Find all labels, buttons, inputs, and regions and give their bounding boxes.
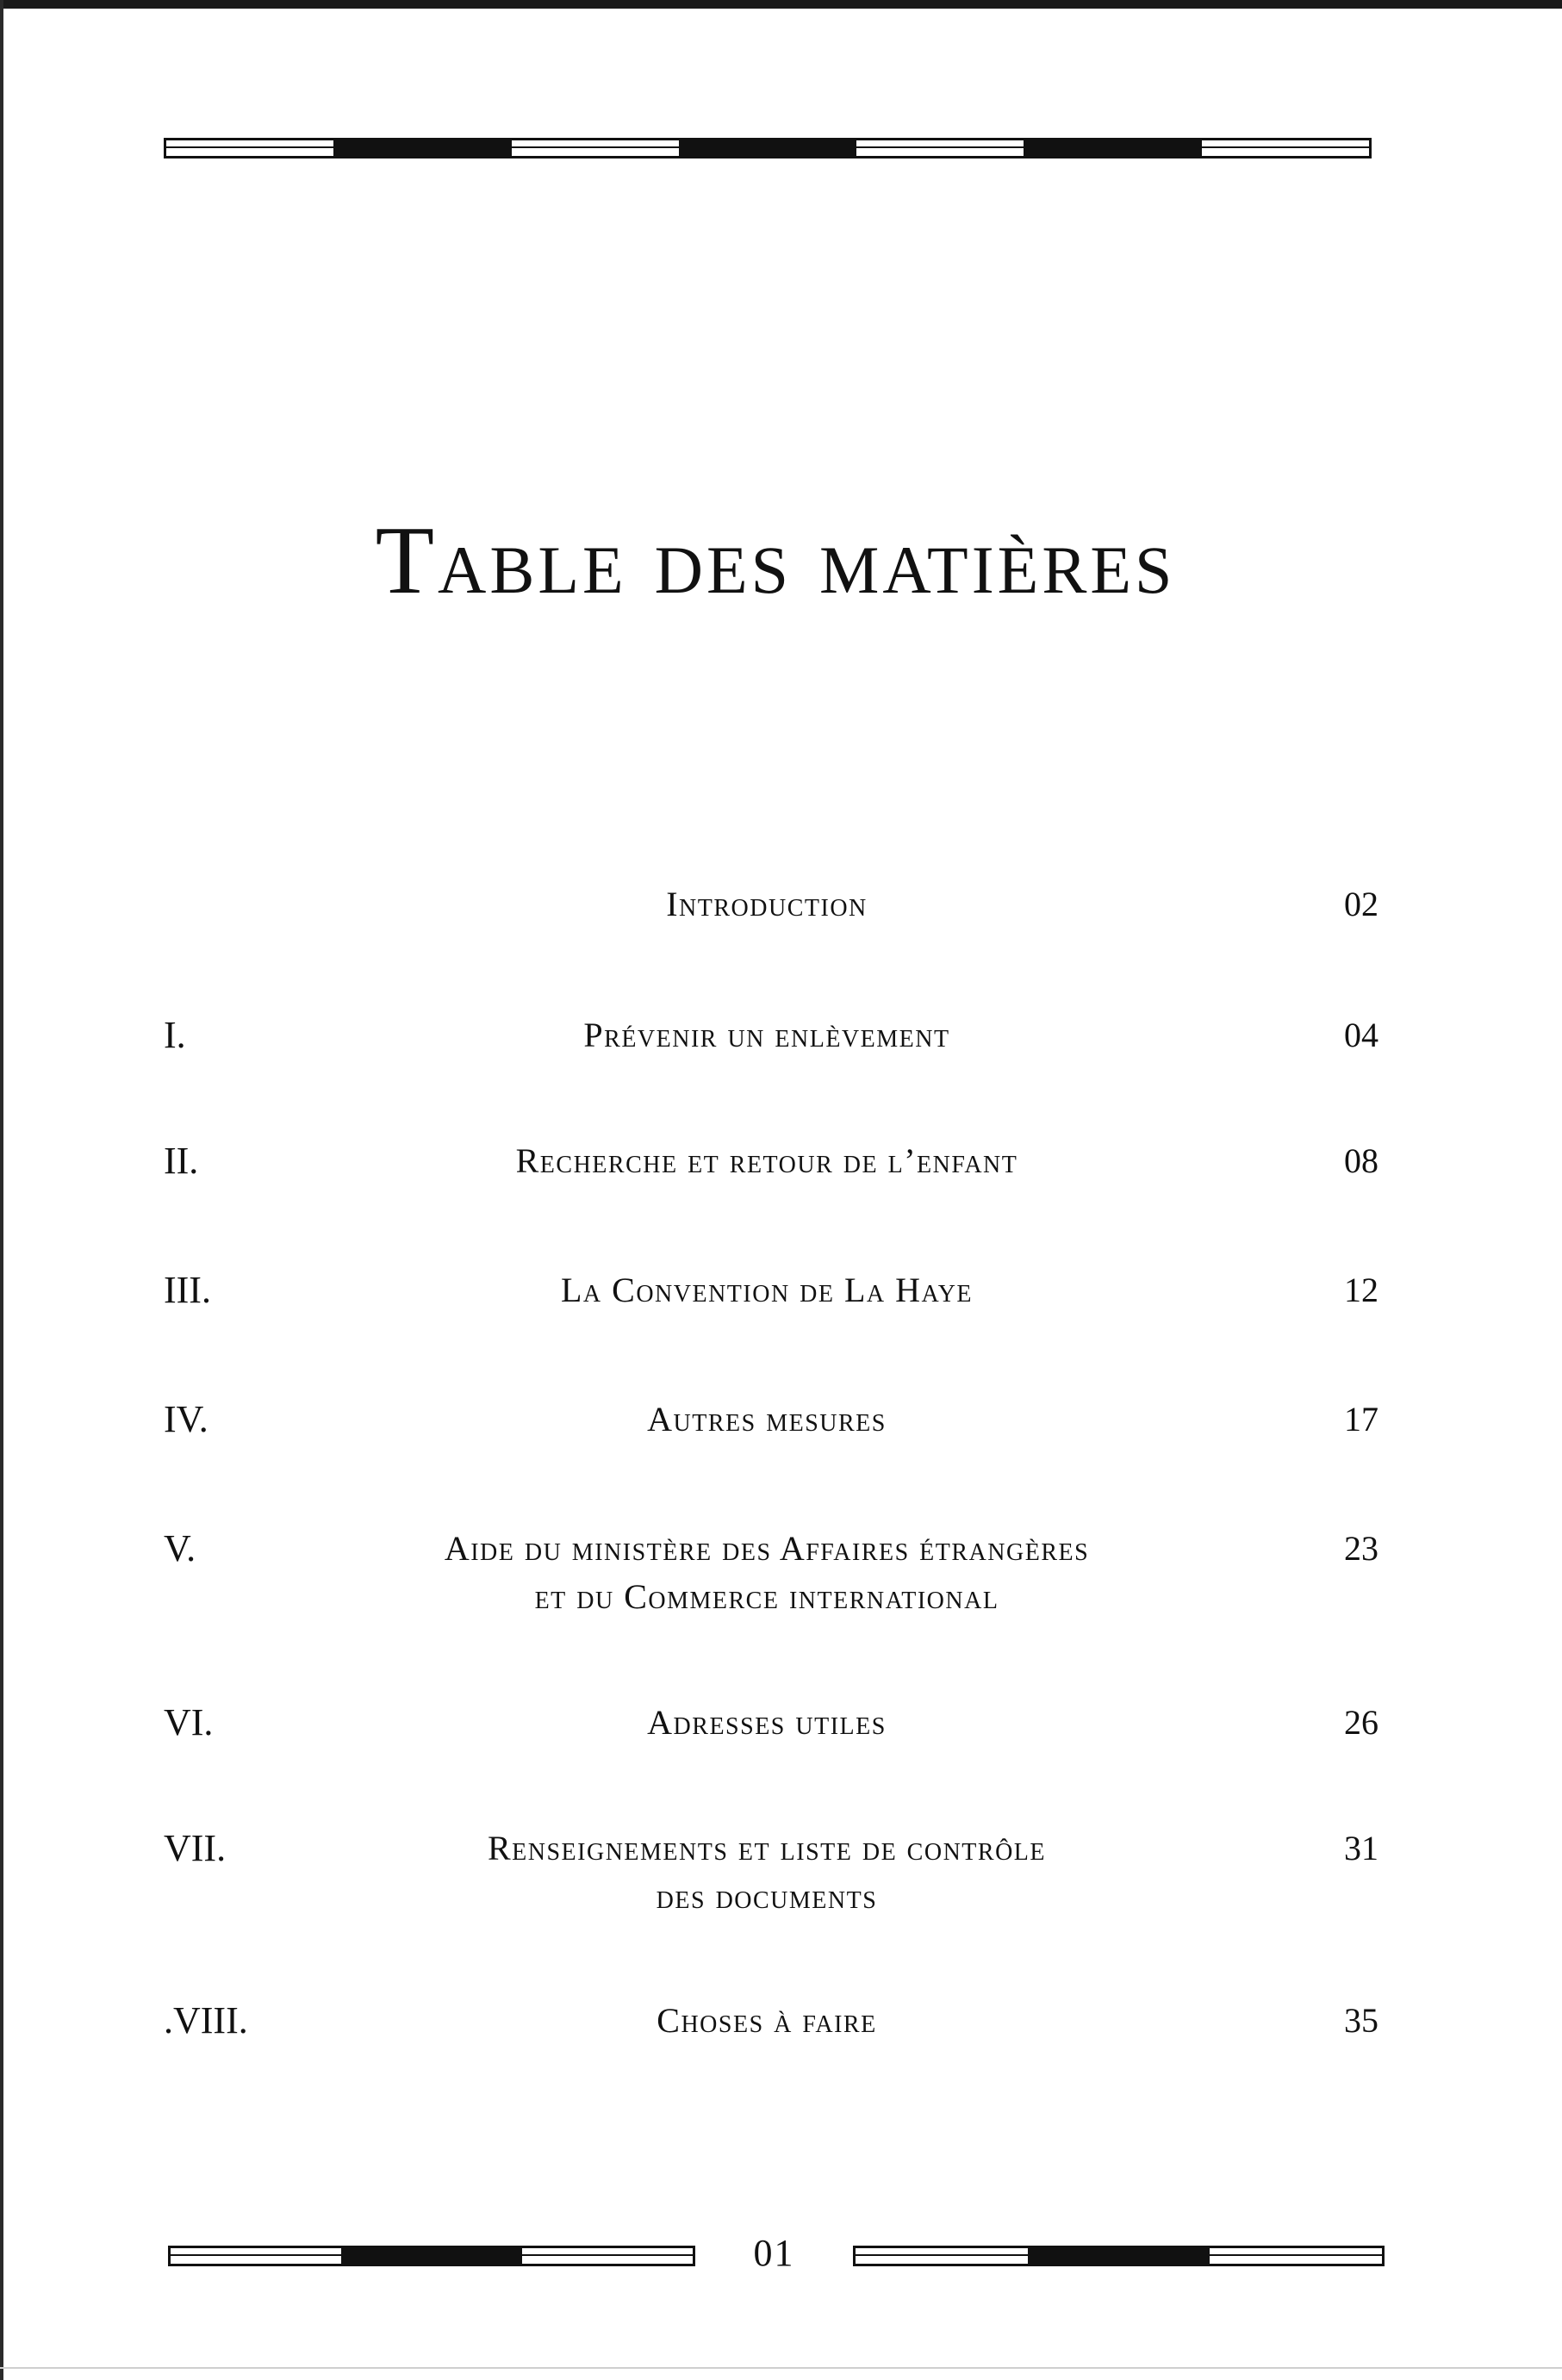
rule-segment-solid [681, 138, 854, 158]
toc-entry-label-line: et du Commerce international [534, 1577, 999, 1616]
toc-entry-page: 04 [1344, 1016, 1378, 1054]
toc-entry-page: 23 [1344, 1529, 1378, 1568]
toc-entry-page: 35 [1344, 2001, 1378, 2040]
toc-entry-label [336, 880, 1198, 929]
toc-entry-label-line: Aide du ministère des Affaires étrangères [444, 1529, 1090, 1568]
toc-entry-page: 02 [1344, 885, 1378, 923]
toc-entry-label [336, 1824, 1198, 1921]
toc-entry-label-line: Autres mesures [647, 1400, 887, 1439]
rule-segment-open [853, 2246, 1030, 2266]
rule-segment-open [854, 138, 1026, 158]
toc-entry-label-line: Choses à faire [657, 2001, 877, 2040]
rule-segment-open [509, 138, 681, 158]
page-title: Table des matières [375, 507, 1176, 615]
toc-entry-number: III. [164, 1269, 211, 1311]
rule-segment-open [164, 138, 336, 158]
page-number: 01 [753, 2232, 795, 2274]
toc-entry-label [336, 1699, 1198, 1747]
toc-entry-number: .VIII. [164, 1999, 248, 2041]
toc-entry-number: I. [164, 1014, 186, 1056]
rule-segment-open [1207, 2246, 1385, 2266]
top-ornamental-rule [164, 138, 1372, 158]
toc-entry-number: VI. [164, 1701, 214, 1743]
toc-entry-number: II. [164, 1140, 199, 1182]
rule-segment-solid [1030, 2246, 1208, 2266]
toc-entry-label [336, 1997, 1198, 2045]
scan-edge-bottom [0, 2367, 1562, 2369]
toc-entry-number: IV. [164, 1398, 208, 1440]
toc-entry-page: 31 [1344, 1829, 1378, 1867]
toc-entry-page: 08 [1344, 1141, 1378, 1180]
toc-entry-label [336, 1395, 1198, 1444]
bottom-right-ornamental-rule [853, 2246, 1385, 2266]
rule-segment-open [168, 2246, 344, 2266]
toc-entry-number: V. [164, 1527, 196, 1569]
toc-entry-label-line: La Convention de La Haye [560, 1271, 974, 1309]
toc-entry-label-line: Adresses utiles [647, 1703, 887, 1742]
scan-edge-top [0, 0, 1562, 9]
toc-entry-label-line: Prévenir un enlèvement [583, 1016, 950, 1054]
toc-entry-label [336, 1266, 1198, 1314]
toc-entry-label-line: Introduction [666, 885, 868, 923]
toc-entry-label-line: Renseignements et liste de contrôle [487, 1829, 1046, 1867]
rule-segment-open [1199, 138, 1372, 158]
toc-entry-page: 17 [1344, 1400, 1378, 1439]
bottom-left-ornamental-rule [168, 2246, 695, 2266]
scan-edge-left [0, 0, 3, 2380]
toc-entry-label-line: des documents [656, 1877, 878, 1916]
toc-entry-label [336, 1525, 1198, 1621]
toc-entry-number: VII. [164, 1827, 227, 1869]
toc-entry-page: 12 [1344, 1271, 1378, 1309]
toc-entry-label [336, 1137, 1198, 1185]
rule-segment-open [520, 2246, 695, 2266]
toc-entry-label [336, 1011, 1198, 1060]
toc-entry-label-line: Recherche et retour de l’enfant [515, 1141, 1018, 1180]
rule-segment-solid [336, 138, 508, 158]
rule-segment-solid [1026, 138, 1198, 158]
rule-segment-solid [344, 2246, 520, 2266]
toc-entry-page: 26 [1344, 1703, 1378, 1742]
